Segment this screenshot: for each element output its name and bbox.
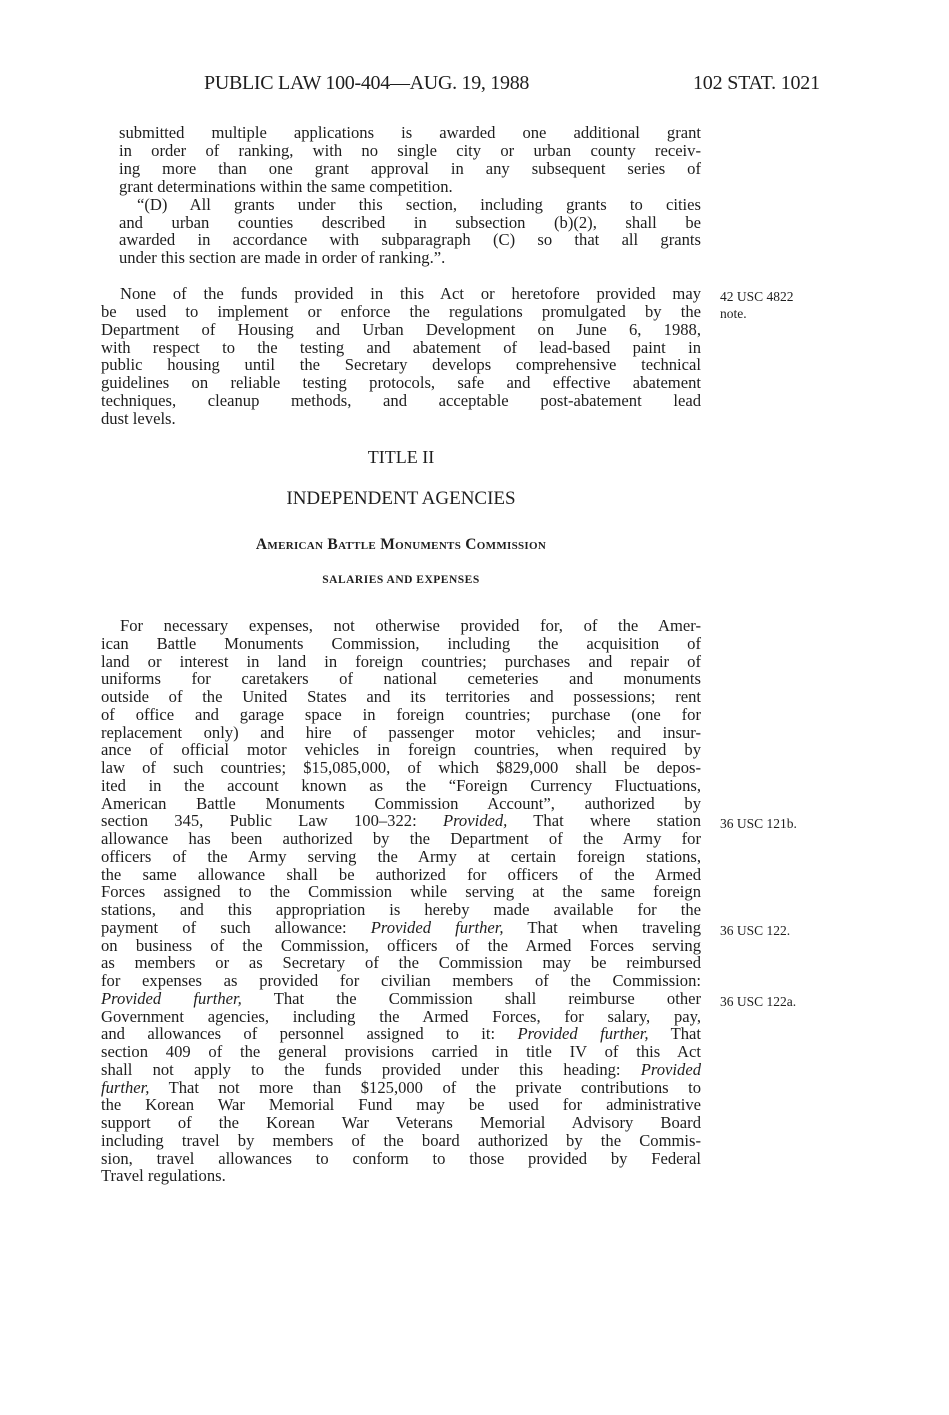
- text-run: Government agencies, including the Armed Forces, for salary, pay,: [101, 1006, 701, 1026]
- text-run: ance of official motor vehicles in foreign countries, when required by: [101, 740, 701, 760]
- proviso-italic: Provided: [640, 1059, 701, 1079]
- text-line: submitted multiple applications is awarded one additional grant: [119, 123, 701, 142]
- text-run: replacement only) and hire of passenger motor vehicles; and insur-: [101, 722, 701, 742]
- text-run: That where station: [507, 811, 701, 831]
- text-run: payment of such allowance:: [101, 917, 371, 937]
- text-run: That when traveling: [503, 917, 701, 937]
- text-run: stations, and this appropriation is hereby made available for the: [101, 900, 701, 919]
- text-line: public housing until the Secretary develops comprehensive technical: [101, 355, 701, 374]
- text-run: Travel regulations.: [101, 1166, 226, 1186]
- text-line: dust levels.: [101, 409, 176, 428]
- text-line: [101, 1043, 701, 1061]
- text-run: shall not apply to the funds provided under this heading:: [101, 1059, 641, 1079]
- text-run: ited in the account known as the “Foreign Currency Fluctuations,: [101, 775, 701, 795]
- text-run: section 409 of the general provisions carried in title IV of this Act: [101, 1042, 701, 1061]
- text-line: [101, 883, 701, 901]
- text-line: Department of Housing and Urban Development on June 6, 1988,: [101, 320, 701, 339]
- text-run: land or interest in land in foreign countries; purchases and repair of: [101, 651, 701, 671]
- text-line: [101, 866, 701, 884]
- agency-heading: American Battle Monuments Commission: [255, 536, 547, 553]
- text-run: on business of the Commission, officers of the Armed Forces serving: [101, 935, 701, 955]
- text-line: [101, 724, 701, 742]
- text-line: grant determinations within the same competition.: [119, 177, 453, 196]
- text-line: [101, 830, 701, 848]
- text-line: [101, 777, 701, 795]
- text-run: For necessary expenses, not otherwise provided for, of the Amer-: [120, 616, 701, 635]
- proviso-italic: Provided,: [442, 811, 508, 831]
- text-line: [101, 759, 701, 777]
- text-line: under this section are made in order of ranking.”.: [119, 248, 446, 267]
- text-run: support of the Korean War Veterans Memorial Advisory Board: [101, 1113, 701, 1132]
- text-line: None of the funds provided in this Act or heretofore provided may: [120, 284, 701, 303]
- text-run: allowance has been authorized by the Department of the Army for: [101, 829, 701, 848]
- text-line: techniques, cleanup methods, and acceptable post-abatement lead: [101, 391, 701, 410]
- text-run: That the Commission shall reimburse other: [241, 988, 702, 1008]
- account-heading: SALARIES AND EXPENSES: [322, 574, 480, 586]
- text-line: [101, 1167, 701, 1185]
- text-line: [101, 848, 701, 866]
- text-run: the same allowance shall be authorized for officers of the Armed: [101, 864, 701, 884]
- text-line: [101, 937, 701, 955]
- public-law-citation: PUBLIC LAW 100-404—AUG. 19, 1988: [204, 72, 530, 94]
- text-line: [101, 954, 701, 972]
- margin-citation: 36 USC 122.: [720, 922, 791, 938]
- text-line: [101, 741, 701, 759]
- text-line: [101, 919, 701, 937]
- text-line: [101, 706, 701, 724]
- proviso-italic: Provided further,: [101, 988, 242, 1008]
- text-run: sion, travel allowances to conform to those provided by Federal: [101, 1148, 701, 1168]
- text-line: [101, 795, 701, 813]
- text-run: the Korean War Memorial Fund may be used for administrative: [101, 1095, 701, 1115]
- text-line: [101, 1025, 701, 1043]
- text-run: and allowances of personnel assigned to it:: [101, 1024, 518, 1044]
- page-header: [0, 72, 949, 102]
- text-line: [101, 1114, 701, 1132]
- proviso-italic: further,: [101, 1077, 150, 1097]
- margin-citation: 36 USC 121b.: [720, 816, 797, 832]
- text-run: Forces assigned to the Commission while serving at the same foreign: [101, 882, 701, 902]
- text-run: uniforms for caretakers of national cemeteries and monuments: [101, 669, 701, 689]
- text-run: for expenses as provided for civilian members of the Commission:: [101, 971, 701, 990]
- margin-citation-note: note.: [720, 306, 747, 321]
- text-line: [101, 635, 701, 653]
- proviso-italic: Provided further,: [370, 917, 504, 937]
- text-line: [120, 617, 701, 635]
- text-line: and urban counties described in subsection (b)(2), shall be: [119, 213, 701, 232]
- text-line: [101, 1061, 701, 1079]
- statute-page-number: 102 STAT. 1021: [693, 72, 820, 94]
- text-line: ing more than one grant approval in any subsequent series of: [119, 159, 701, 178]
- text-run: section 345, Public Law 100–322:: [101, 811, 443, 831]
- text-line: be used to implement or enforce the regulations promulgated by the: [101, 302, 701, 321]
- text-run: as members or as Secretary of the Commission may be reimbursed: [101, 953, 701, 973]
- text-line: [101, 990, 701, 1008]
- text-line: [101, 653, 701, 671]
- text-line: [101, 1150, 701, 1168]
- margin-citation: 42 USC 4822: [720, 289, 794, 304]
- text-line: [101, 972, 701, 990]
- text-run: law of such countries; $15,085,000, of which $829,000 shall be depos-: [101, 758, 701, 777]
- text-line: [101, 1008, 701, 1026]
- title-subject-heading: INDEPENDENT AGENCIES: [286, 488, 516, 509]
- text-line: [101, 812, 701, 830]
- text-line: in order of ranking, with no single city or urban county receiv-: [119, 141, 701, 160]
- text-line: [101, 1132, 701, 1150]
- text-line: awarded in accordance with subparagraph (C) so that all grants: [119, 230, 701, 249]
- text-line: [101, 670, 701, 688]
- text-line: [101, 1096, 701, 1114]
- title-heading: TITLE II: [367, 447, 435, 467]
- text-line: [101, 901, 701, 919]
- proviso-italic: Provided further,: [517, 1024, 649, 1044]
- text-line: [101, 688, 701, 706]
- text-run: ican Battle Monuments Commission, including the acquisition of: [101, 633, 701, 653]
- text-line: guidelines on reliable testing protocols, safe and effective abatement: [101, 373, 701, 392]
- text-run: including travel by members of the board authorized by the Commis-: [101, 1130, 701, 1150]
- text-run: That not more than $125,000 of the private contributions to: [149, 1077, 701, 1097]
- margin-citation: 36 USC 122a.: [720, 993, 797, 1009]
- text-line: [101, 1079, 701, 1097]
- text-run: outside of the United States and its territories and possessions; rent: [101, 687, 701, 706]
- text-run: That: [648, 1024, 701, 1044]
- text-line: with respect to the testing and abatement of lead-based paint in: [101, 338, 701, 357]
- text-line: “(D) All grants under this section, including grants to cities: [137, 195, 701, 214]
- text-run: American Battle Monuments Commission Account”, authorized by: [101, 793, 701, 813]
- text-run: officers of the Army serving the Army at certain foreign stations,: [101, 846, 701, 866]
- text-run: of office and garage space in foreign countries; purchase (one for: [101, 704, 701, 724]
